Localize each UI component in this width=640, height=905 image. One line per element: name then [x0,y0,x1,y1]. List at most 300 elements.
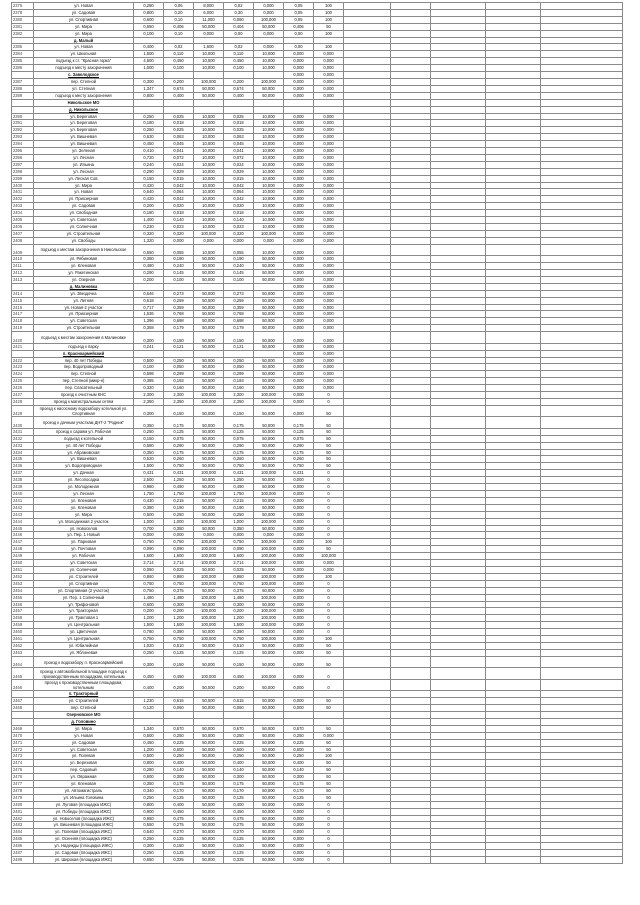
value-cell: 0,000 [284,511,314,518]
value-cell: 0,000 [314,385,344,392]
empty-cell [391,753,431,760]
empty-cell [486,504,541,511]
row-number-cell: 2467 [12,698,34,705]
value-cell: 0,430 [134,497,164,504]
value-cell: 0,860 [164,573,194,580]
value-cell: 100,000 [254,580,284,587]
value-cell: 0,000 [284,649,314,656]
empty-cell [541,398,623,405]
empty-cell [486,539,541,546]
empty-cell [391,857,431,864]
value-cell: 0,475 [164,815,194,822]
table-row [12,428,623,435]
value-cell [284,691,314,698]
empty-cell [541,622,623,629]
value-cell: 0,023 [164,224,194,231]
empty-cell [344,843,391,850]
empty-cell [541,781,623,788]
empty-cell [541,691,623,698]
value-cell: 0,750 [134,539,164,546]
value-cell: 0,000 [284,491,314,498]
value-cell: 0,02 [164,44,194,51]
value-cell [194,350,224,357]
empty-cell [391,283,431,290]
value-cell: 50,000 [254,504,284,511]
value-cell: 0,193 [164,378,194,385]
value-cell: 0,000 [314,244,344,256]
row-number-cell: 2395 [12,148,34,155]
empty-cell [431,398,486,405]
street-name-cell: пер. Водопроводный [34,364,134,371]
empty-cell [344,350,391,357]
value-cell: 0,000 [284,256,314,263]
table-row [12,843,623,850]
empty-cell [431,587,486,594]
value-cell: 0,150 [224,332,254,344]
value-cell: 0,175 [164,781,194,788]
value-cell: 0 [314,857,344,864]
row-number-cell: 2459 [12,622,34,629]
empty-cell [486,629,541,636]
empty-cell [344,491,391,498]
roads-table [11,2,623,864]
value-cell: 50,000 [254,463,284,470]
empty-cell [541,608,623,615]
empty-cell [486,9,541,16]
empty-cell [541,679,623,691]
empty-cell [541,532,623,539]
empty-cell [486,325,541,332]
empty-cell [486,739,541,746]
street-name-cell: ул. Центральная [34,622,134,629]
street-name-cell: пер. 40 лет Победы [34,357,134,364]
value-cell: 1,250 [164,477,194,484]
empty-cell [391,154,431,161]
empty-cell [391,718,431,725]
value-cell: 0,750 [224,636,254,643]
empty-cell [391,9,431,16]
empty-cell [391,297,431,304]
row-number-cell: 2464 [12,656,34,668]
value-cell: 100,000 [254,622,284,629]
empty-cell [541,656,623,668]
empty-cell [431,601,486,608]
empty-cell [344,711,391,718]
empty-cell [344,463,391,470]
row-number-cell: 2434 [12,449,34,456]
value-cell: 50,000 [254,725,284,732]
value-cell: 0,000 [314,332,344,344]
value-cell: 0,250 [284,753,314,760]
empty-cell [431,106,486,113]
value-cell: 0,400 [284,760,314,767]
row-number-cell: 2391 [12,120,34,127]
value-cell: 50,000 [194,587,224,594]
value-cell: 0,150 [224,843,254,850]
empty-cell [344,622,391,629]
value-cell: 10,000 [194,210,224,217]
street-name-cell: ул. Мира [34,511,134,518]
empty-cell [486,85,541,92]
row-number-cell: 2440 [12,491,34,498]
value-cell: 0,640 [134,189,164,196]
empty-cell [431,477,486,484]
table-row [12,767,623,774]
empty-cell [344,525,391,532]
empty-cell [344,263,391,270]
empty-cell [431,297,486,304]
value-cell: 0,250 [134,836,164,843]
value-cell: 0,250 [224,753,254,760]
empty-cell [431,16,486,23]
street-name-cell: ул. Береговая [34,113,134,120]
empty-cell [431,3,486,10]
value-cell: 0 [314,829,344,836]
value-cell: 0,125 [284,794,314,801]
empty-cell [391,417,431,429]
empty-cell [344,566,391,573]
value-cell: 1,750 [164,491,194,498]
value-cell: 0,06 [164,3,194,10]
value-cell: 0,540 [134,829,164,836]
value-cell: 0,250 [164,357,194,364]
row-number-cell: 2446 [12,532,34,539]
value-cell: 1,320 [134,237,164,244]
row-number-cell: 2404 [12,210,34,217]
empty-cell [344,141,391,148]
empty-cell [486,127,541,134]
value-cell: 0,190 [224,504,254,511]
empty-cell [541,787,623,794]
empty-cell [486,154,541,161]
value-cell: 0,190 [164,504,194,511]
empty-cell [344,532,391,539]
value-cell: 50 [314,463,344,470]
empty-cell [431,256,486,263]
value-cell: 0,200 [164,78,194,85]
empty-cell [391,656,431,668]
empty-cell [391,161,431,168]
value-cell: 0,100 [134,30,164,37]
value-cell: 10,000 [194,196,224,203]
empty-cell [431,760,486,767]
empty-cell [486,753,541,760]
value-cell: 0,140 [164,767,194,774]
value-cell: 0,490 [224,484,254,491]
value-cell: 0,717 [134,304,164,311]
value-cell: 0,750 [224,580,254,587]
value-cell: 0,000 [284,196,314,203]
empty-cell [431,836,486,843]
row-number-cell: 2387 [12,78,34,85]
value-cell: 0,000 [284,113,314,120]
value-cell: 0,450 [134,739,164,746]
empty-cell [541,442,623,449]
empty-cell [431,134,486,141]
value-cell: 0 [314,629,344,636]
value-cell: 50,000 [254,753,284,760]
table-row [12,698,623,705]
empty-cell [486,332,541,344]
value-cell: 0,000 [314,78,344,85]
value-cell: 10,000 [254,168,284,175]
empty-cell [486,417,541,429]
empty-cell [431,449,486,456]
empty-cell [541,196,623,203]
empty-cell [541,636,623,643]
empty-cell [344,829,391,836]
value-cell: 50 [314,642,344,649]
row-number-cell: 2447 [12,539,34,546]
value-cell: 0,000 [314,196,344,203]
value-cell: 50,000 [194,442,224,449]
empty-cell [541,808,623,815]
value-cell: 0,000 [254,30,284,37]
empty-cell [391,615,431,622]
value-cell: 1,230 [134,698,164,705]
empty-cell [431,405,486,417]
value-cell: 50,000 [194,343,224,350]
value-cell: 0,100 [224,65,254,72]
table-row [12,3,623,10]
value-cell: 10,000 [254,120,284,127]
street-name-cell: ул. Автомагистраль [34,787,134,794]
value-cell: 0,000 [314,283,344,290]
street-name-cell: ул. Береговая [34,127,134,134]
table-row [12,497,623,504]
value-cell: 0,250 [134,850,164,857]
empty-cell [486,843,541,850]
value-cell: 0,000 [254,237,284,244]
empty-cell [344,546,391,553]
value-cell: 0,300 [284,774,314,781]
street-name-cell: ул. Зеленая [34,148,134,155]
value-cell: 0,000 [314,297,344,304]
value-cell: 0,359 [224,304,254,311]
street-name-cell: ул. Новоселов [34,525,134,532]
empty-cell [486,44,541,51]
empty-cell [344,504,391,511]
street-name-cell: с. Заволодское [34,72,134,79]
table-row [12,16,623,23]
value-cell: 50,000 [254,290,284,297]
value-cell: 0 [314,580,344,587]
row-number-cell: 2378 [12,9,34,16]
value-cell: 0,698 [164,318,194,325]
table-row [12,224,623,231]
empty-cell [344,484,391,491]
value-cell [194,283,224,290]
empty-cell [391,668,431,680]
street-name-cell: п. Красноармейский [34,350,134,357]
value-cell: 100,000 [254,491,284,498]
value-cell: 0,110 [224,51,254,58]
empty-cell [344,325,391,332]
value-cell [254,99,284,106]
value-cell: 1,536 [134,311,164,318]
value-cell: 50 [314,698,344,705]
value-cell: 100 [314,573,344,580]
value-cell: 0,750 [164,463,194,470]
value-cell: 0,024 [224,161,254,168]
value-cell: 0,000 [314,364,344,371]
row-number-cell: 2413 [12,276,34,283]
value-cell [224,350,254,357]
value-cell: 10,000 [194,168,224,175]
empty-cell [541,642,623,649]
empty-cell [344,587,391,594]
table-row [12,417,623,429]
value-cell: 10,000 [194,182,224,189]
empty-cell [431,44,486,51]
value-cell: 50,000 [194,311,224,318]
value-cell: 0,075 [224,435,254,442]
empty-cell [431,203,486,210]
value-cell: 50,000 [254,325,284,332]
empty-cell [541,290,623,297]
value-cell: 50,000 [194,325,224,332]
value-cell: 0 [314,843,344,850]
value-cell: 0,215 [164,497,194,504]
value-cell: 50,000 [254,276,284,283]
empty-cell [486,398,541,405]
empty-cell [486,378,541,385]
value-cell: 50 [314,449,344,456]
value-cell: 0,125 [164,794,194,801]
value-cell: 0,400 [164,801,194,808]
row-number-cell: 2423 [12,364,34,371]
value-cell: 0,650 [134,23,164,30]
value-cell: 0,160 [164,385,194,392]
value-cell: 50,000 [194,511,224,518]
empty-cell [431,78,486,85]
value-cell: 4,500 [134,58,164,65]
empty-cell [391,815,431,822]
value-cell: 0,050 [164,364,194,371]
value-cell [284,711,314,718]
empty-cell [541,311,623,318]
empty-cell [391,622,431,629]
row-number-cell: 2453 [12,580,34,587]
empty-cell [431,37,486,44]
empty-cell [344,442,391,449]
value-cell: 10,000 [194,148,224,155]
street-name-cell: ул. Широкая (площадка ИЖС) [34,857,134,864]
value-cell: 0,000 [314,85,344,92]
value-cell: 50,000 [254,263,284,270]
empty-cell [391,357,431,364]
value-cell [284,99,314,106]
value-cell: 0,000 [254,9,284,16]
value-cell: 0,000 [284,497,314,504]
empty-cell [391,44,431,51]
value-cell: 0,000 [314,276,344,283]
value-cell: 0,215 [224,497,254,504]
empty-cell [391,732,431,739]
value-cell: 10,000 [254,161,284,168]
value-cell: 0,000 [314,230,344,237]
empty-cell [431,608,486,615]
empty-cell [541,371,623,378]
table-row [12,573,623,580]
empty-cell [541,175,623,182]
value-cell: 50,000 [254,449,284,456]
empty-cell [391,774,431,781]
value-cell: 50,000 [194,270,224,277]
street-name-cell: ул. Овражная [34,774,134,781]
empty-cell [344,203,391,210]
table-row [12,456,623,463]
empty-cell [486,182,541,189]
value-cell: 0,064 [164,189,194,196]
street-name-cell: ул. Новая [34,732,134,739]
value-cell: 50 [314,23,344,30]
value-cell: 1,600 [224,553,254,560]
value-cell: 50,000 [194,760,224,767]
value-cell: 0,000 [314,120,344,127]
street-name-cell: ул. Свободы [34,237,134,244]
value-cell: 0,020 [164,203,194,210]
table-row [12,237,623,244]
empty-cell [431,801,486,808]
value-cell: 0,000 [284,148,314,155]
empty-cell [541,739,623,746]
value-cell: 50,000 [254,497,284,504]
value-cell: 2,714 [164,560,194,567]
empty-cell [344,732,391,739]
value-cell: 1,480 [134,594,164,601]
table-row [12,210,623,217]
value-cell: 100,000 [194,560,224,567]
value-cell: 0,000 [284,224,314,231]
row-number-cell [12,99,34,106]
value-cell: 0,000 [314,113,344,120]
empty-cell [431,141,486,148]
value-cell: 1,200 [134,615,164,622]
empty-cell [344,435,391,442]
empty-cell [391,705,431,712]
value-cell: 0,250 [164,732,194,739]
value-cell: 0,075 [164,435,194,442]
value-cell: 0,000 [284,808,314,815]
empty-cell [391,518,431,525]
value-cell: 0,050 [134,566,164,573]
empty-cell [431,642,486,649]
empty-cell [344,385,391,392]
value-cell: 0,025 [224,566,254,573]
table-row [12,270,623,277]
street-name-cell: пер. Степной [34,78,134,85]
value-cell: 0,490 [164,484,194,491]
value-cell: 0,000 [284,210,314,217]
value-cell: 10,000 [254,148,284,155]
value-cell: 0,024 [164,161,194,168]
value-cell: 50,000 [194,318,224,325]
value-cell: 0,190 [224,256,254,263]
value-cell: 0,000 [284,656,314,668]
value-cell: 50,000 [254,85,284,92]
empty-cell [431,857,486,864]
empty-cell [431,787,486,794]
value-cell: 0,300 [134,78,164,85]
value-cell [134,106,164,113]
value-cell: 10,000 [194,154,224,161]
value-cell: 100,000 [254,78,284,85]
street-name-cell: подъезд к местам захоронения в Никольское [34,244,134,256]
row-number-cell: 2472 [12,746,34,753]
street-name-cell: ул. Лесная [34,154,134,161]
value-cell: 100,000 [254,470,284,477]
